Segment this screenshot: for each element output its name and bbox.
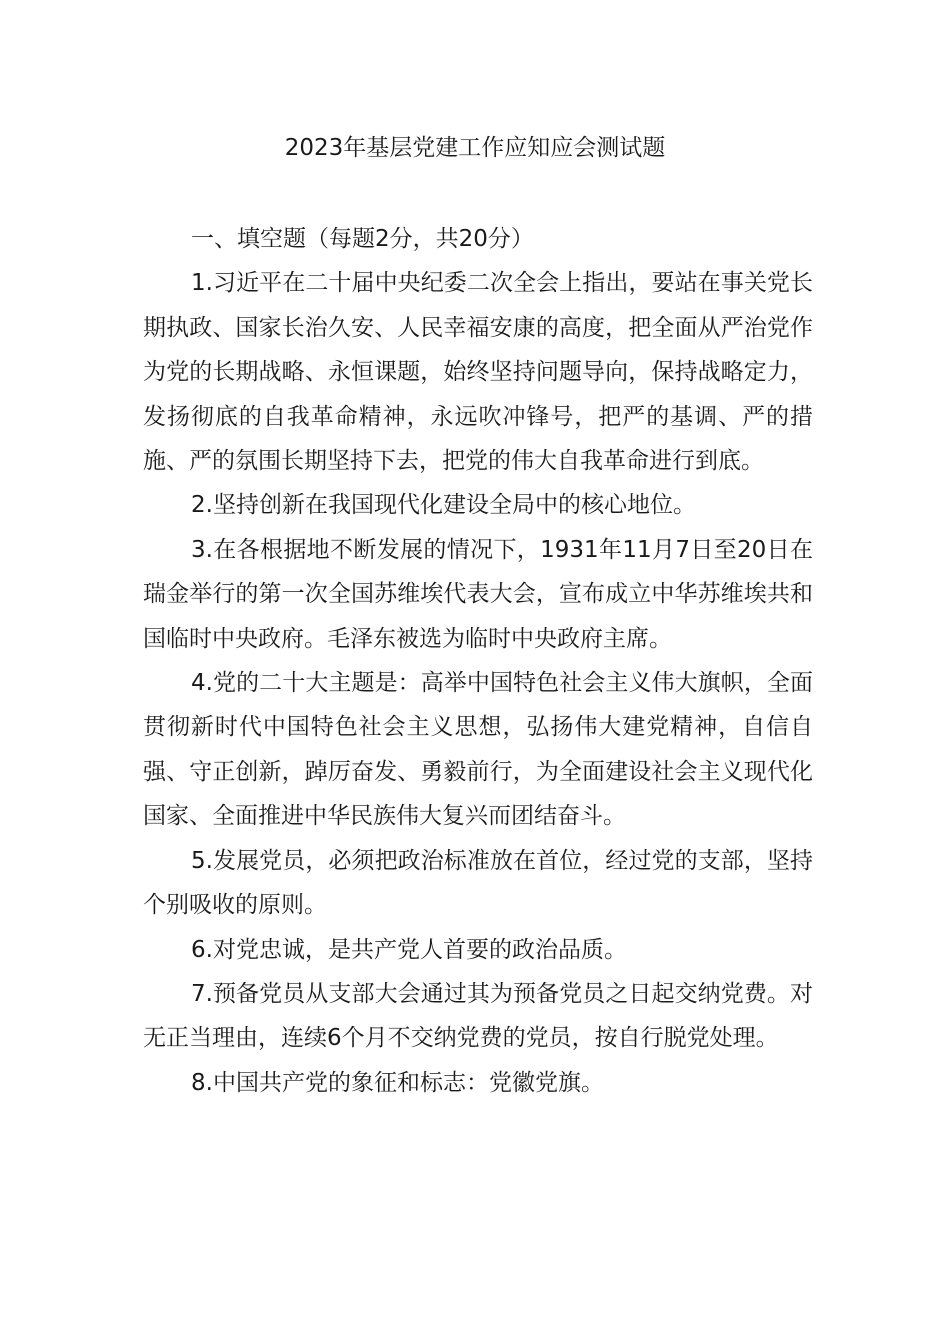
question-item-8: 8.中国共产党的象征和标志：党徽党旗。: [191, 1069, 604, 1096]
question-item-7: 7.预备党员从支部大会通过其为预备党员之日起交纳党费。对无正当理由，连续6个月不交纳党费的党员，按自行脱党处理。: [143, 980, 813, 1052]
document-body: [143, 217, 813, 1105]
question-item-5: 5.发展党员，必须把政治标准放在首位，经过党的支部，坚持个别吸收的原则。: [143, 847, 813, 919]
question-item-6: 6.对党忠诚，是共产党人首要的政治品质。: [191, 936, 627, 963]
question-item-3: 3.在各根据地不断发展的情况下，1931年11月7日至20日在瑞金举行的第一次全国苏维埃代表大会，宣布成立中华苏维埃共和国临时中央政府。毛泽东被选为临时中央政府主席。: [143, 536, 813, 652]
question-item-2: 2.坚持创新在我国现代化建设全局中的核心地位。: [191, 492, 696, 519]
question-item-1: 1.习近平在二十届中央纪委二次全会上指出，要站在事关党长期执政、国家长治久安、人民幸福安康的高度，把全面从严治党作为党的长期战略、永恒课题，始终坚持问题导向，保持战略定力，发扬彻底的自我革命精神，永远吹冲锋号，把严的基调、严的措施、严的氛围长期坚持下去，把党的伟大自我革命进行到底。: [143, 270, 813, 475]
question-item-4: 4.党的二十大主题是：高举中国特色社会主义伟大旗帜，全面贯彻新时代中国特色社会主义思想，弘扬伟大建党精神，自信自强、守正创新，踔厉奋发、勇毅前行，为全面建设社会主义现代化国家、全面推进中华民族伟大复兴而团结奋斗。: [143, 670, 813, 830]
section-heading-fill-in-blank: 一、填空题（每题2分，共20分）: [191, 226, 534, 252]
document-title: 2023年基层党建工作应知应会测试题: [284, 135, 666, 161]
